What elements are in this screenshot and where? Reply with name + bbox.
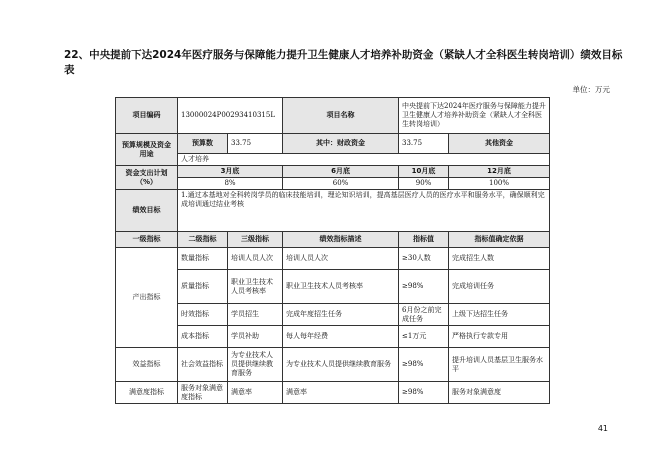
performance-table	[115, 97, 550, 404]
project-row	[116, 98, 550, 134]
plan-month-2: 6月底	[283, 166, 399, 178]
table-row	[116, 248, 550, 270]
plan-month-4: 12月底	[449, 166, 550, 178]
indicator-level2: 时效指标	[178, 304, 228, 326]
goal-row	[116, 190, 550, 232]
header-basis: 指标值确定依据	[449, 232, 550, 248]
plan-month-1: 3月底	[178, 166, 283, 178]
indicator-description: 培训人员人次	[283, 248, 399, 270]
usage-row	[116, 154, 550, 166]
header-description: 绩效指标描述	[283, 232, 399, 248]
fiscal-funds-label: 其中：财政资金	[283, 134, 399, 154]
indicator-level3: 职业卫生技术人员考核率	[228, 270, 283, 304]
indicator-description: 每人每年经费	[283, 326, 399, 348]
project-code-label: 项目编码	[116, 98, 178, 134]
plan-value-3: 90%	[399, 178, 449, 190]
funds-usage-value: 人才培养	[178, 154, 550, 166]
indicator-basis: 完成招生人数	[449, 248, 550, 270]
unit-note: 单位：万元	[572, 85, 610, 94]
page-title: 22、中央提前下达2024年医疗服务与保障能力提升卫生健康人才培养补助资金（紧缺人才全科医生转岗培训）绩效目标表	[64, 49, 623, 76]
page-number: 41	[597, 424, 608, 433]
plan-value-2: 60%	[283, 178, 399, 190]
other-funds-label: 其他资金	[449, 134, 550, 154]
table-row	[116, 348, 550, 382]
indicator-level2: 服务对象满意度指标	[178, 382, 228, 404]
table-row	[116, 382, 550, 404]
indicator-level1: 产出指标	[116, 248, 178, 348]
plan-month-3: 10月底	[399, 166, 449, 178]
goal-label: 绩效目标	[116, 190, 178, 232]
indicator-header-row	[116, 232, 550, 248]
indicator-basis: 严格执行专款专用	[449, 326, 550, 348]
fiscal-funds-value: 33.75	[399, 134, 449, 154]
indicator-basis: 完成培训任务	[449, 270, 550, 304]
indicator-value: ≤1万元	[399, 326, 449, 348]
plan-value-1: 8%	[178, 178, 283, 190]
indicator-description: 职业卫生技术人员考核率	[283, 270, 399, 304]
plan-value-4: 100%	[449, 178, 550, 190]
indicator-level3: 满意率	[228, 382, 283, 404]
budget-amount-value: 33.75	[228, 134, 283, 154]
indicator-value: 6月份之前完成任务	[399, 304, 449, 326]
header-level2: 二级指标	[178, 232, 228, 248]
project-code-value: 13000024P00293410315L	[178, 98, 283, 134]
indicator-level1: 满意度指标	[116, 382, 178, 404]
spending-plan-label: 资金支出计划（%）	[116, 166, 178, 190]
budget-amount-label: 预算数	[178, 134, 228, 154]
indicator-level2: 成本指标	[178, 326, 228, 348]
indicator-basis: 服务对象满意度	[449, 382, 550, 404]
indicator-basis: 提升培训人员基层卫生服务水平	[449, 348, 550, 382]
plan-header-row	[116, 166, 550, 178]
indicator-level3: 学员招生	[228, 304, 283, 326]
table-row	[116, 304, 550, 326]
table-row	[116, 270, 550, 304]
indicator-level3: 学员补助	[228, 326, 283, 348]
indicator-level2: 数量指标	[178, 248, 228, 270]
indicator-description: 满意率	[283, 382, 399, 404]
table-row	[116, 326, 550, 348]
budget-row	[116, 134, 550, 154]
indicator-basis: 上级下达招生任务	[449, 304, 550, 326]
indicator-description: 完成年度招生任务	[283, 304, 399, 326]
header-level3: 三级指标	[228, 232, 283, 248]
indicator-value: ≥98%	[399, 348, 449, 382]
project-name-label: 项目名称	[283, 98, 399, 134]
indicator-value: ≥98%	[399, 270, 449, 304]
indicator-description: 为专业技术人员提供继续教育服务	[283, 348, 399, 382]
indicator-level2: 社会效益指标	[178, 348, 228, 382]
indicator-level3: 培训人员人次	[228, 248, 283, 270]
header-level1: 一级指标	[116, 232, 178, 248]
header-value: 指标值	[399, 232, 449, 248]
indicator-level3: 为专业技术人员提供继续教育服务	[228, 348, 283, 382]
plan-value-row	[116, 178, 550, 190]
indicator-value: ≥98%	[399, 382, 449, 404]
indicator-level1: 效益指标	[116, 348, 178, 382]
project-name-value: 中央提前下达2024年医疗服务与保障能力提升卫生健康人才培养补助资金（紧缺人才全科医生转岗培训）	[399, 98, 550, 134]
indicator-level2: 质量指标	[178, 270, 228, 304]
goal-text: 1.通过本基地对全科转岗学员的临床技能培训，理论知识培训，提高基层医疗人员的医疗水平和服务水平，确保顺利完成培训通过结业考核	[178, 190, 550, 232]
indicator-value: ≥30人数	[399, 248, 449, 270]
budget-label: 预算规模及资金用途	[116, 134, 178, 166]
